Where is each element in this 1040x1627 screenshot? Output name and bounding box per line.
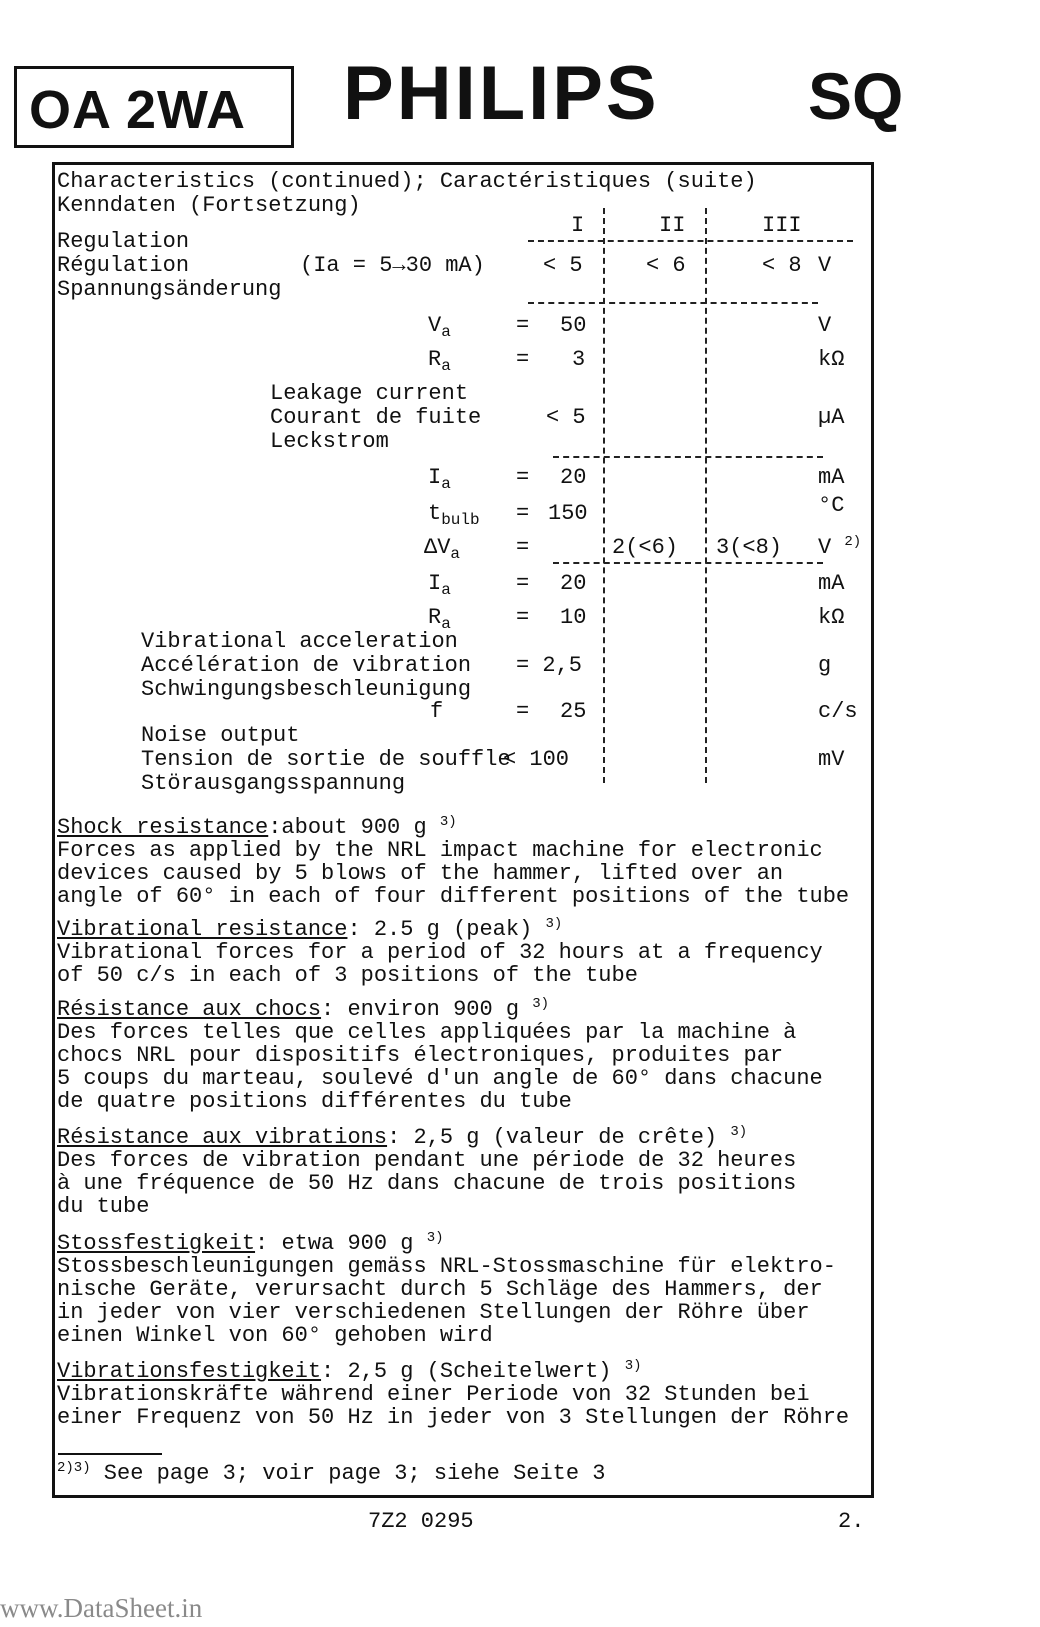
tbulb-eq: =	[516, 501, 530, 526]
vib-ra-unit: kΩ	[818, 605, 845, 630]
para-line: devices caused by 5 blows of the hammer, lifted over an	[57, 861, 784, 886]
leakage-rule	[553, 456, 823, 458]
vib-accel-unit: g	[818, 653, 832, 678]
regulation-value-2: < 6	[646, 253, 686, 278]
vib-ra-value: 10	[560, 605, 587, 630]
para-line: einer Frequenz von 50 Hz in jeder von 3 Stellungen der Röhre	[57, 1405, 850, 1430]
ra-eq: =	[516, 347, 530, 372]
regulation-label-de: Spannungsänderung	[57, 277, 282, 302]
series-code: SQ	[808, 59, 904, 133]
va-eq: =	[516, 313, 530, 338]
vib-accel-label-de: Schwingungsbeschleunigung	[141, 677, 472, 702]
heading-line-1: Characteristics (continued); Caractéristiques (suite)	[57, 169, 757, 194]
dva-eq: =	[516, 535, 530, 560]
regulation-condition: (Ia = 5→30 mA)	[300, 253, 485, 278]
vib-ra-eq: =	[516, 605, 530, 630]
drift-ia-eq: =	[516, 465, 530, 490]
vib-ia-value: 20	[560, 571, 587, 596]
drift-ia-unit: mA	[818, 465, 845, 490]
ra-unit: kΩ	[818, 347, 845, 372]
vib-accel-value: = 2,5	[516, 653, 583, 678]
para-line: Vibrational forces for a period of 32 hours at a frequency	[57, 940, 823, 965]
noise-unit: mV	[818, 747, 845, 772]
tbulb-symbol: $t_{bulb}$	[428, 501, 480, 529]
va-symbol: $V_a$	[428, 313, 451, 341]
regulation-label-fr: Régulation	[57, 253, 190, 278]
vib-ia-unit: mA	[818, 571, 845, 596]
para-shock-de-title: Stossfestigkeit: etwa 900 g $^{3)}$	[57, 1230, 444, 1256]
para-line: nische Geräte, verursacht durch 5 Schläge des Hammers, der	[57, 1277, 823, 1302]
watermark: www.DataSheet.in	[0, 1593, 203, 1623]
regulation-rule	[528, 302, 818, 304]
para-line: Forces as applied by the NRL impact machine for electronic	[57, 838, 823, 863]
type-number: OA 2WA	[29, 80, 247, 140]
freq-symbol: f	[430, 699, 444, 724]
drift-ia-symbol: $I_a$	[428, 465, 451, 493]
type-number-box	[14, 66, 294, 148]
para-line: Des forces de vibration pendant une période de 32 heures	[57, 1148, 797, 1173]
brand-logo: PHILIPS	[343, 51, 660, 136]
column-header-2: II	[659, 213, 686, 238]
page-number: 2.	[838, 1509, 865, 1534]
leakage-label-fr: Courant de fuite	[270, 405, 482, 430]
leakage-label-en: Leakage current	[270, 381, 469, 406]
para-line: in jeder von vier verschiedenen Stellungen der Röhre über	[57, 1300, 810, 1325]
vib-accel-label-fr: Accélération de vibration	[141, 653, 472, 678]
drift-rule	[553, 562, 823, 564]
leakage-label-de: Leckstrom	[270, 429, 389, 454]
vib-ia-symbol: $I_a$	[428, 571, 451, 599]
regulation-unit: V	[818, 253, 832, 278]
regulation-value-1: < 5	[543, 253, 583, 278]
para-shock-fr-title: Résistance aux chocs: environ 900 g $^{3)}$	[57, 996, 550, 1022]
noise-value: < 100	[503, 747, 570, 772]
para-line: du tube	[57, 1194, 150, 1219]
regulation-label-en: Regulation	[57, 229, 190, 254]
column-divider-2	[705, 208, 707, 783]
para-vib-en-title: Vibrational resistance: 2.5 g (peak) $^{3)}$	[57, 916, 563, 942]
dva-value-2: 2(<6)	[612, 535, 679, 560]
para-line: de quatre positions différentes du tube	[57, 1089, 572, 1114]
para-line: Stossbeschleunigungen gemäss NRL-Stossmaschine für elektro-	[57, 1254, 836, 1279]
freq-eq: =	[516, 699, 530, 724]
para-line: of 50 c/s in each of 3 positions of the tube	[57, 963, 638, 988]
vib-ia-eq: =	[516, 571, 530, 596]
noise-label-de: Störausgangsspannung	[141, 771, 406, 796]
va-value: 50	[560, 313, 587, 338]
para-shock-en-title: Shock resistance:about 900 g $^{3)}$	[57, 814, 457, 840]
para-line: 5 coups du marteau, soulevé d'un angle de 60° dans chacune	[57, 1066, 823, 1091]
noise-label-en: Noise output	[141, 723, 300, 748]
tbulb-value: 150	[548, 501, 588, 526]
dva-value-3: 3(<8)	[716, 535, 783, 560]
drift-ia-value: 20	[560, 465, 587, 490]
para-line: einen Winkel von 60° gehoben wird	[57, 1323, 493, 1348]
regulation-value-3: < 8	[762, 253, 802, 278]
column-divider-1	[603, 208, 605, 783]
footnote: $^{2)3)}$ See page 3; voir page 3; siehe Seite 3	[57, 1460, 606, 1486]
leakage-value: < 5	[546, 405, 586, 430]
freq-unit: c/s	[818, 699, 858, 724]
ra-symbol: $R_a$	[428, 347, 451, 375]
footnote-rule	[58, 1453, 162, 1455]
heading-line-2: Kenndaten (Fortsetzung)	[57, 193, 361, 218]
vib-accel-label-en: Vibrational acceleration	[141, 629, 458, 654]
tbulb-unit: °C	[818, 493, 845, 518]
freq-value: 25	[560, 699, 587, 724]
para-line: Des forces telles que celles appliquées par la machine à	[57, 1020, 797, 1045]
va-unit: V	[818, 313, 832, 338]
noise-label-fr: Tension de sortie de souffle	[141, 747, 511, 772]
para-line: angle of 60° in each of four different positions of the tube	[57, 884, 850, 909]
dva-unit: V $^{2)}$	[818, 534, 862, 560]
column-header-1: I	[571, 213, 585, 238]
column-header-3: III	[762, 213, 802, 238]
para-vib-de-title: Vibrationsfestigkeit: 2,5 g (Scheitelwert) $^{3)}$	[57, 1358, 642, 1384]
para-vib-fr-title: Résistance aux vibrations: 2,5 g (valeur de crête) $^{3)}$	[57, 1124, 748, 1150]
document-code: 7Z2 0295	[368, 1509, 474, 1534]
header-rule	[528, 240, 853, 242]
ra-value: 3	[572, 347, 586, 372]
para-line: à une fréquence de 50 Hz dans chacune de trois positions	[57, 1171, 797, 1196]
leakage-unit: µA	[818, 405, 845, 430]
vib-ra-symbol: $R_a$	[428, 605, 451, 633]
para-line: Vibrationskräfte während einer Periode von 32 Stunden bei	[57, 1382, 810, 1407]
dva-symbol: $\Delta V_a$	[424, 535, 461, 563]
para-line: chocs NRL pour dispositifs électroniques, produites par	[57, 1043, 784, 1068]
